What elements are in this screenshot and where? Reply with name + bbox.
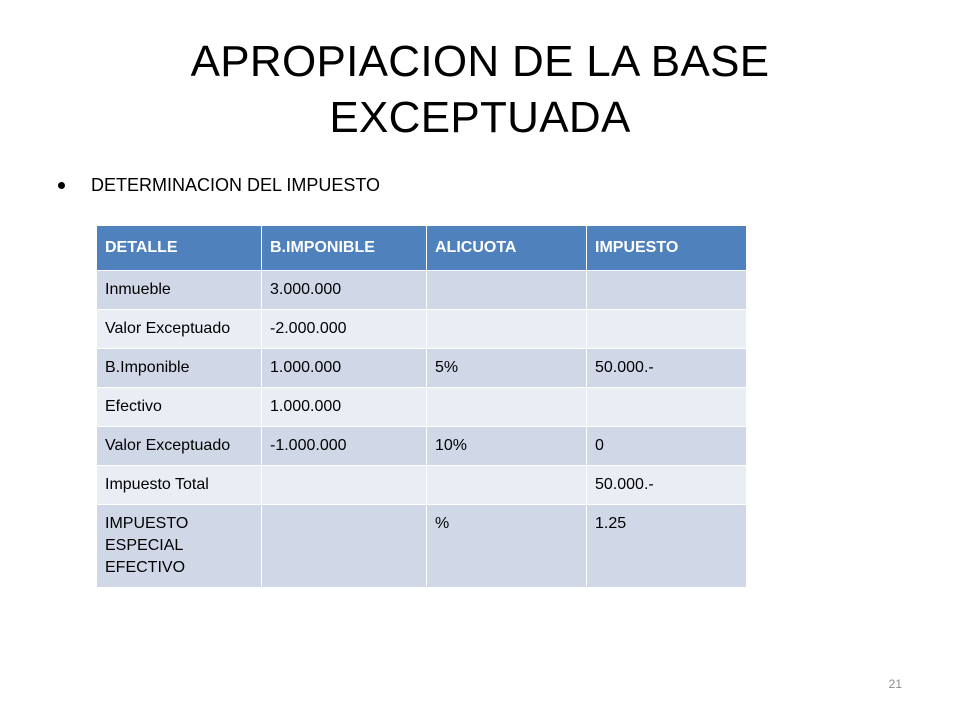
table-row xyxy=(97,349,747,388)
cell-impuesto xyxy=(587,310,747,349)
slide-number: 21 xyxy=(888,677,902,691)
cell-alicuota: % xyxy=(427,505,587,588)
table-header-row xyxy=(97,226,747,271)
cell-detalle: Inmueble xyxy=(97,271,262,310)
header-detalle: DETALLE xyxy=(97,226,262,271)
cell-detalle: IMPUESTO ESPECIAL EFECTIVO xyxy=(97,505,262,588)
title-line-2: EXCEPTUADA xyxy=(329,93,631,142)
bullet-item xyxy=(58,175,380,196)
cell-base: -2.000.000 xyxy=(262,310,427,349)
header-base-imponible: B.IMPONIBLE xyxy=(262,226,427,271)
cell-detalle: Efectivo xyxy=(97,388,262,427)
table-row xyxy=(97,427,747,466)
cell-detalle: Valor Exceptuado xyxy=(97,310,262,349)
cell-detalle: Valor Exceptuado xyxy=(97,427,262,466)
cell-alicuota: 10% xyxy=(427,427,587,466)
cell-base xyxy=(262,505,427,588)
table-row xyxy=(97,505,747,588)
cell-detalle: B.Imponible xyxy=(97,349,262,388)
table-row xyxy=(97,466,747,505)
cell-impuesto: 1.25 xyxy=(587,505,747,588)
cell-impuesto: 50.000.- xyxy=(587,466,747,505)
bullet-dot-icon xyxy=(58,182,65,189)
header-alicuota: ALICUOTA xyxy=(427,226,587,271)
cell-impuesto xyxy=(587,388,747,427)
cell-alicuota xyxy=(427,388,587,427)
cell-detalle: Impuesto Total xyxy=(97,466,262,505)
cell-base xyxy=(262,466,427,505)
cell-alicuota xyxy=(427,271,587,310)
title-line-1: APROPIACION DE LA BASE xyxy=(190,37,770,86)
table-row xyxy=(97,310,747,349)
cell-base: 3.000.000 xyxy=(262,271,427,310)
table-row xyxy=(97,388,747,427)
cell-alicuota xyxy=(427,466,587,505)
cell-impuesto: 0 xyxy=(587,427,747,466)
cell-alicuota: 5% xyxy=(427,349,587,388)
cell-base: 1.000.000 xyxy=(262,388,427,427)
header-impuesto: IMPUESTO xyxy=(587,226,747,271)
cell-impuesto xyxy=(587,271,747,310)
slide-title xyxy=(60,34,900,146)
tax-table xyxy=(96,225,747,588)
table-row xyxy=(97,271,747,310)
bullet-text: DETERMINACION DEL IMPUESTO xyxy=(91,175,381,195)
cell-alicuota xyxy=(427,310,587,349)
cell-base: -1.000.000 xyxy=(262,427,427,466)
cell-base: 1.000.000 xyxy=(262,349,427,388)
cell-impuesto: 50.000.- xyxy=(587,349,747,388)
